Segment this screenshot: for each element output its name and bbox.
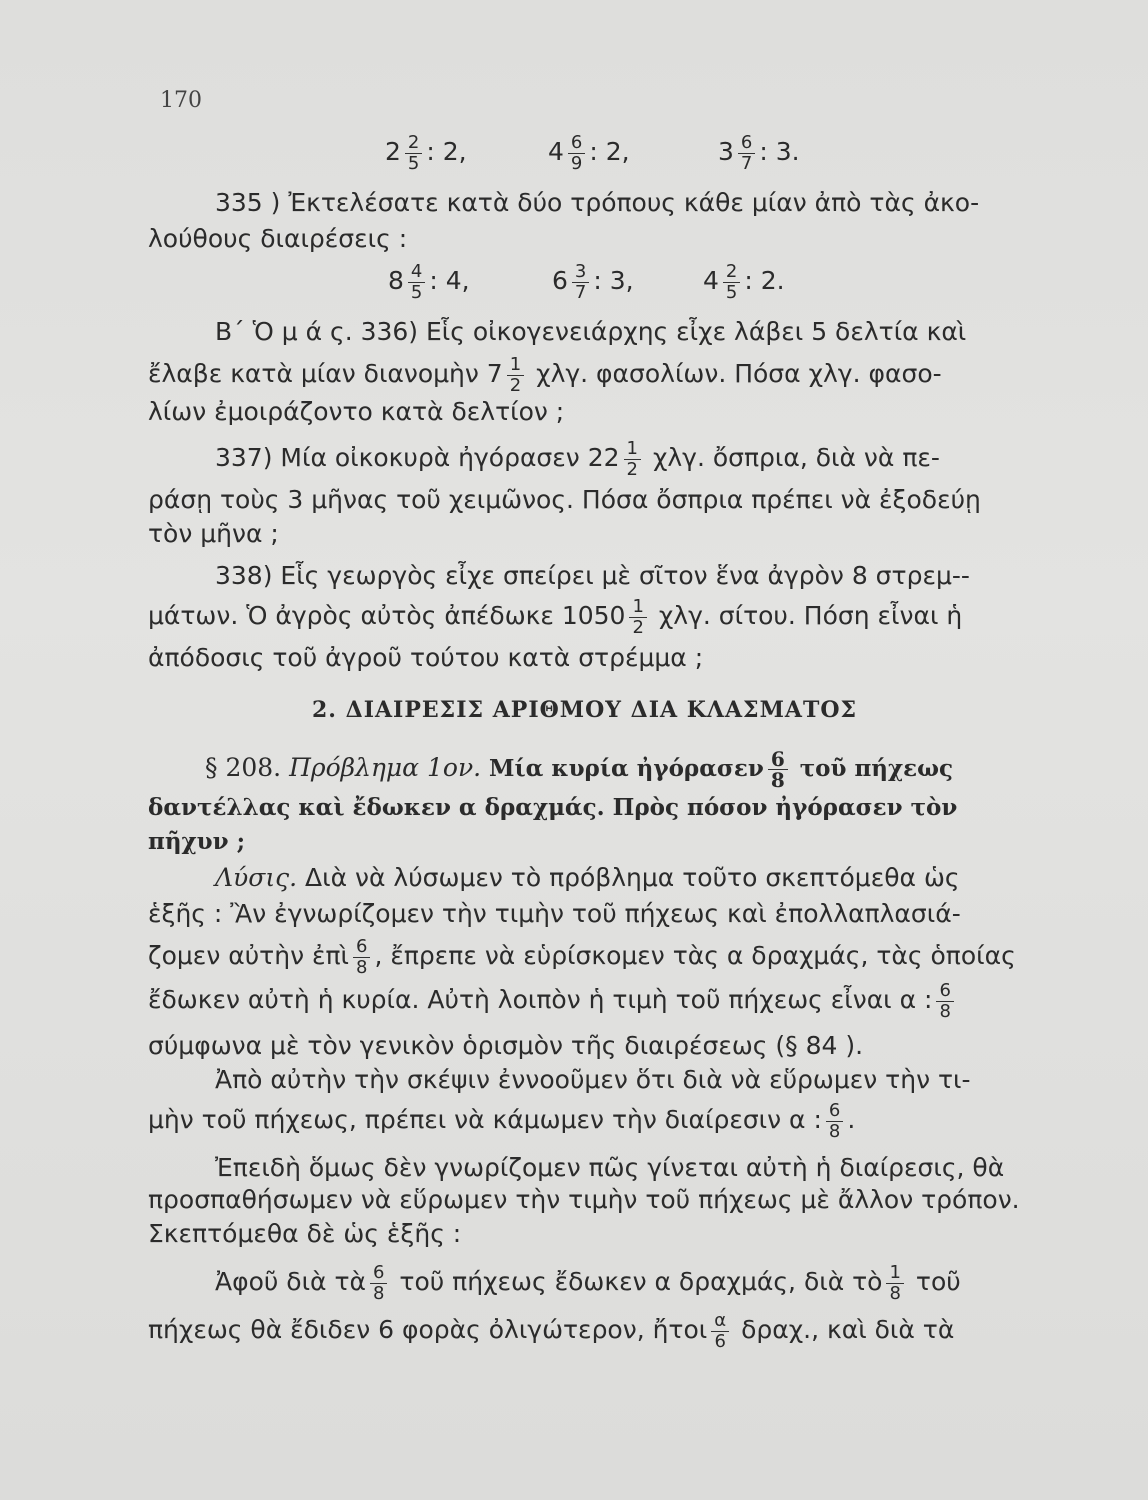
book-page: 170 2 $\frac{2}{5}$ : 2, 4 $\frac{6}{9}$ : 2, 3 $\frac{6}{7}$ : 3. 335 ) Ἐκτελέσατε κατὰ δύο τρόπους κάθε μίαν ἀπὸ τὰς ἀκο- λούθους διαιρέσεις : 8 $\frac{4}{5}$ : 4, 6 $\frac{3}{7}$ : 3, 4 $\frac{2}{5}$ : 2. Β΄ Ὁ μ ά ς. 336) Εἷς οἰκογενειάρχης εἶχε λάβει 5 δελτία καὶ ἔλαβε κατὰ μίαν διανομὴν 7 $\frac{1}{2}$ χλγ. φασολίων. Πόσα χλγ. φασο- λίων ἐμοιράζοντο κατὰ δελτίον ; 337) Μία οἰκοκυρὰ ἠγόρασεν 22 $\frac{1}{2}$ χλγ. ὄσπρια, διὰ νὰ πε- ράσῃ τοὺς 3 μῆνας τοῦ χειμῶνος. Πόσα ὄσπρια πρέπει νὰ ἐξοδεύῃ τὸν μῆνα ; 338) Εἷς γεωργὸς εἶχε σπείρει μὲ σῖτον ἕνα ἀγρὸν 8 στρεμ-- μάτων. Ὁ ἀγρὸς αὐτὸς ἀπέδωκε 1050 $\frac{1}{2}$ χλγ. σίτου. Πόση εἶναι ἡ ἀπόδοσις τοῦ ἀγροῦ τούτου κατὰ στρέμμα ; 2. ΔΙΑΙΡΕΣΙΣ ΑΡΙΘΜΟΥ ΔΙΑ ΚΛΑΣΜΑΤΟΣ § 208. Πρόβλημα 1ον. Μία κυρία ἠγόρασεν $\frac{6}{8}$ τοῦ πήχεως δαντέλλας καὶ ἔδωκεν α δραχμάς. Πρὸς πόσον ἠγόρασεν τὸν πῆχυν ; Λύσις. Διὰ νὰ λύσωμεν τὸ πρόβλημα τοῦτο σκεπτόμεθα ὡς ἑξῆς : Ἂν ἐγνωρίζομεν τὴν τιμὴν τοῦ πήχεως καὶ ἐπολλαπλασιά- ζομεν αὐτὴν ἐπὶ $\frac{6}{8}$ , ἔπρεπε νὰ εὑρίσκομεν τὰς α δραχμάς, τὰς ὁποίας ἔδωκεν αὐτὴ ἡ κυρία. Αὐτὴ λοιπὸν ἡ τιμὴ τοῦ πήχεως εἶναι α : $\frac{6}{8}$ σύμφωνα μὲ τὸν γενικὸν ὁρισμὸν τῆς διαιρέσεως (§ 84 ). Ἀπὸ αὐτὴν τὴν σκέψιν ἐννοοῦμεν ὅτι διὰ νὰ εὕρωμεν τὴν τι- μὴν τοῦ πήχεως, πρέπει νὰ κάμωμεν τὴν διαίρεσιν α : $\frac{6}{8}$ . Ἐπειδὴ ὅμως δὲν γνωρίζομεν πῶς γίνεται αὐτὴ ἡ διαίρεσις, θὰ προσπαθήσωμεν νὰ εὕρωμεν τὴν τιμὴν τοῦ πήχεως μὲ ἄλλον τρόπον. Σκεπτόμεθα δὲ ὡς ἑξῆς : Ἀφοῦ διὰ τὰ $\frac{6}{8}$ τοῦ πήχεως ἔδωκεν α δραχμάς, διὰ τὸ $\frac{1}{8}$ τοῦ πήχεως θὰ ἔδιδεν 6 φορὰς ὀλιγώτερον, ἤτοι $\frac{\alpha}{6}$ δραχ., καὶ διὰ τὰ bbox=[0, 0, 1148, 1500]
page-number: 170 bbox=[160, 88, 202, 113]
